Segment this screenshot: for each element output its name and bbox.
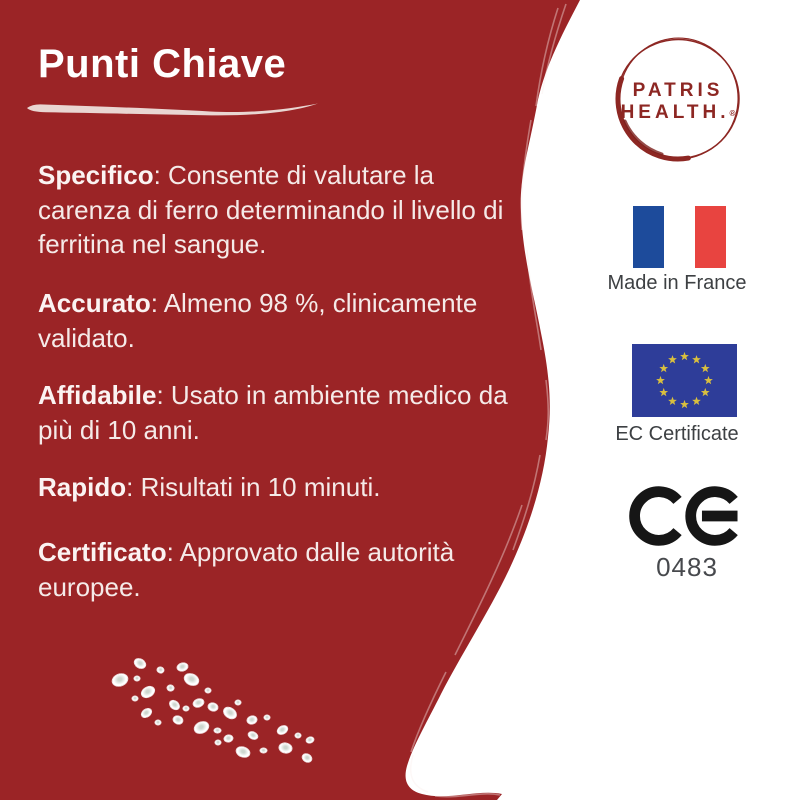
key-point-text: Risultati in 10 minuti. [140,472,381,502]
registered-mark-icon: ® [729,108,736,118]
logo-line1: PATRIS [632,79,724,101]
separator: : [166,537,180,567]
key-point-text: Almeno 98 %, clinicamente validato. [38,288,478,353]
key-point-label: Accurato [38,288,151,318]
key-point-certificato [38,535,520,604]
separator: : [156,380,171,410]
key-point-accurato [38,286,520,355]
page-title: Punti Chiave [38,42,287,86]
made-in-france-label: Made in France [607,272,747,294]
ec-certificate-label: EC Certificate [615,423,739,445]
key-point-affidabile [38,378,520,447]
logo-wordmark [602,26,754,178]
france-flag-icon [633,206,726,268]
logo-line2: HEALTH.® [620,101,736,123]
france-flag-white [664,206,695,268]
key-point-text: Usato in ambiente medico da più di 10 anni. [38,380,508,445]
ce-mark-icon [629,485,745,547]
key-point-text: Consente di valutare la carenza di ferro determinando il livello di ferritina nel sangue. [38,160,504,259]
france-flag-blue [633,206,664,268]
key-point-label: Affidabile [38,380,157,410]
separator: : [153,160,169,190]
key-point-label: Rapido [38,472,127,502]
separator: : [126,472,141,502]
key-point-text: Approvato dalle autorità europee. [38,537,455,602]
key-point-rapido [38,470,520,505]
key-point-specifico [38,158,520,262]
key-point-label: Specifico [38,160,154,190]
notified-body-number: 0483 [656,552,718,582]
key-point-label: Certificato [38,537,167,567]
france-flag-red [695,206,726,268]
patris-health-logo [602,26,754,178]
separator: : [150,288,164,318]
eu-flag-icon [632,344,737,417]
